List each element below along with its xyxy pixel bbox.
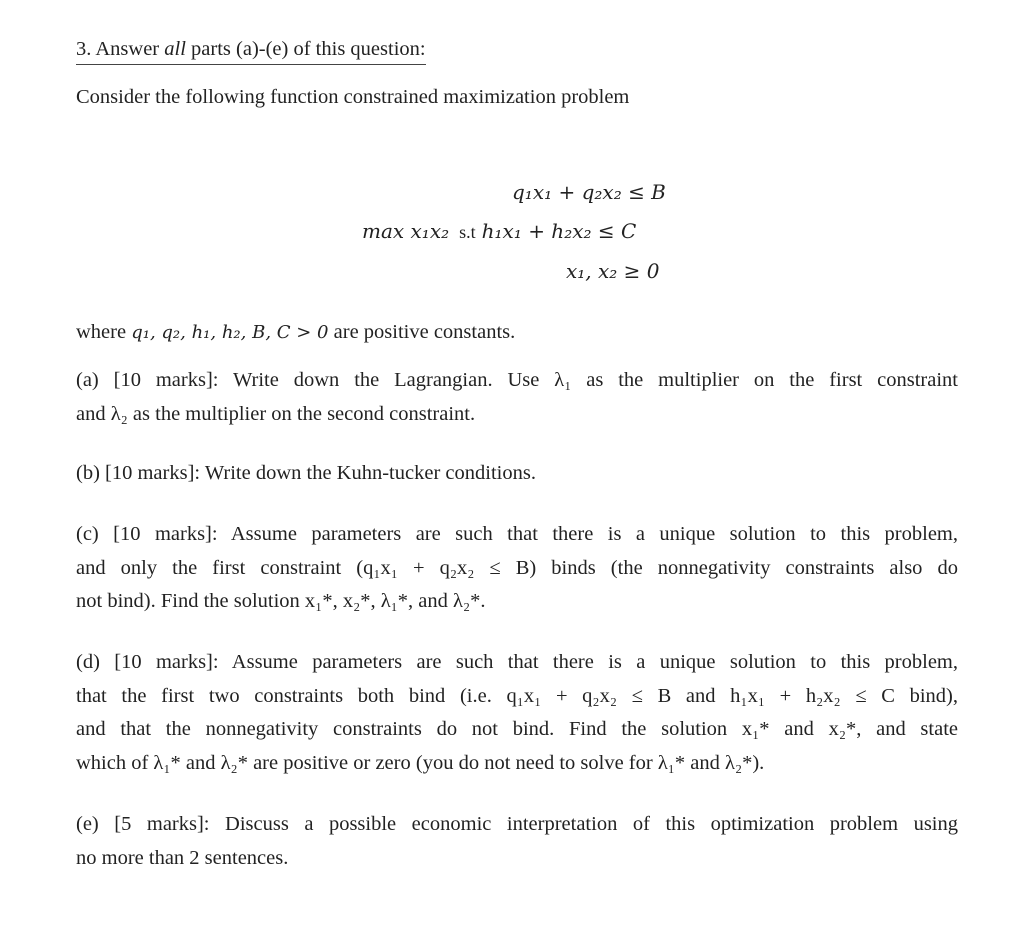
- where-expression: q₁, q₂, h₁, h₂, B, C > 0: [131, 322, 329, 343]
- part-d: [76, 646, 958, 780]
- where-clause: [76, 318, 515, 347]
- where-prefix: where: [76, 321, 127, 343]
- part-d-line-2: that the first two constraints both bind (i.e. q₁x₁ + q₂x₂ ≤ B and h₁x₁ + h₂x₂ ≤ C bind),: [76, 684, 958, 707]
- part-d-line-1: (d) [10 marks]: Assume parameters are such that there is a unique solution to this problem,: [76, 651, 958, 673]
- question-title-prefix: 3. Answer: [76, 38, 165, 60]
- objective-max: max: [362, 219, 405, 243]
- part-e: [76, 808, 958, 875]
- objective-row: [362, 218, 636, 245]
- question-title: [76, 35, 426, 65]
- part-b-line-1: (b) [10 marks]: Write down the Kuhn-tucker conditions.: [76, 462, 536, 484]
- part-c-line-2: and only the first constraint (q₁x₁ + q₂x₂ ≤ B) binds (the nonnegativity constraints also do: [76, 556, 958, 579]
- part-c-line-3: not bind). Find the solution x₁*, x₂*, λ₁*, and λ₂*.: [76, 590, 486, 612]
- constraint-nonnegativity: x₁, x₂ ≥ 0: [566, 259, 660, 283]
- part-d-line-4: which of λ₁* and λ₂* are positive or zero (you do not need to solve for λ₁* and λ₂*).: [76, 751, 765, 774]
- part-e-line-2: no more than 2 sentences.: [76, 846, 289, 869]
- constraint-budget: q₁x₁ + q₂x₂ ≤ B: [512, 180, 666, 204]
- part-b: [76, 457, 958, 491]
- question-title-suffix: parts (a)-(e) of this question:: [185, 38, 426, 60]
- part-c-line-1: (c) [10 marks]: Assume parameters are such that there is a unique solution to this problem,: [76, 523, 958, 545]
- part-a: [76, 364, 958, 431]
- constraint-second: h₁x₁ + h₂x₂ ≤ C: [481, 219, 637, 243]
- where-suffix: are positive constants.: [333, 321, 516, 343]
- problem-intro: Consider the following function constrained maximization problem: [76, 86, 630, 108]
- part-c: [76, 518, 958, 619]
- objective-expression: x₁x₂: [410, 219, 450, 243]
- part-e-line-1: (e) [5 marks]: Discuss a possible economic interpretation of this optimization problem using: [76, 813, 958, 835]
- part-a-line-2: and λ₂ as the multiplier on the second constraint.: [76, 402, 476, 425]
- part-d-line-3: and that the nonnegativity constraints do not bind. Find the solution x₁* and x₂*, and state: [76, 718, 958, 740]
- part-a-line-1: (a) [10 marks]: Write down the Lagrangian. Use λ₁ as the multiplier on the first constraint: [76, 369, 958, 391]
- subject-to-label: s.t: [459, 222, 476, 242]
- question-title-emphasis: all: [164, 38, 186, 60]
